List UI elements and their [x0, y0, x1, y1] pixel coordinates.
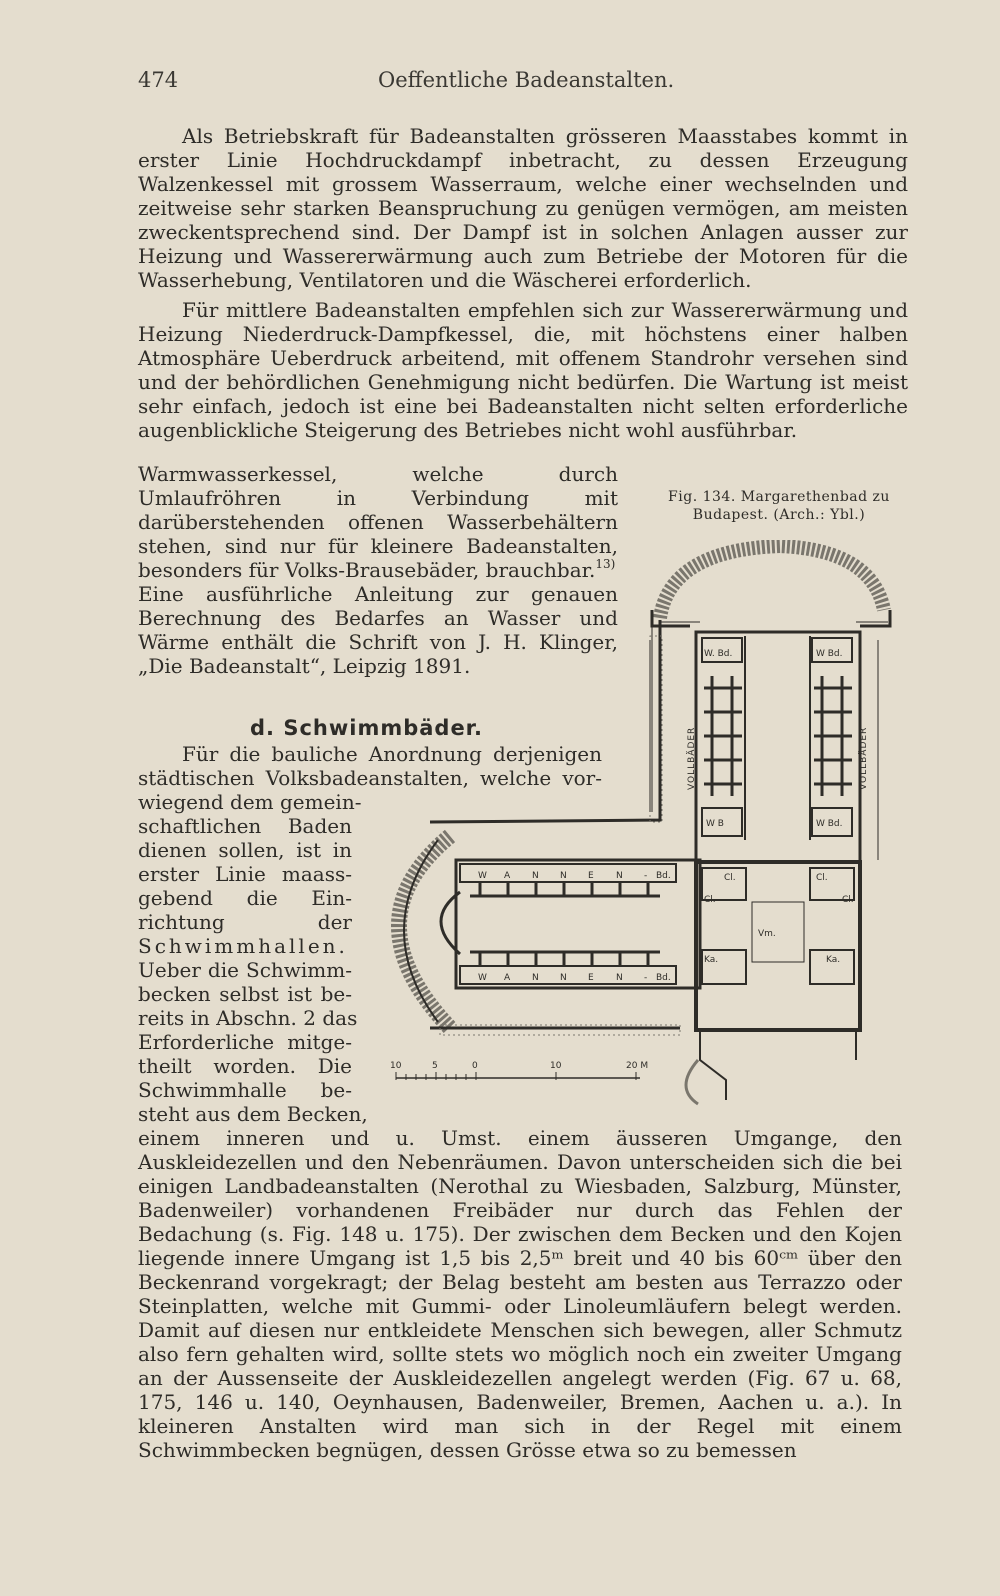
- text-line: dienen sollen, ist in: [138, 838, 352, 862]
- label-w-south: W: [478, 973, 487, 983]
- label-ka-west: Ka.: [704, 955, 719, 965]
- text-line: steht aus dem Becken,: [138, 1102, 368, 1126]
- north-arch: [652, 546, 890, 626]
- label-ka-east: Ka.: [826, 955, 841, 965]
- text-line: Erforderliche mitge-: [138, 1030, 352, 1054]
- text-line: wiegend dem gemein-: [138, 790, 362, 814]
- text-line: becken selbst ist be-: [138, 982, 352, 1006]
- page-number: 474: [138, 68, 179, 92]
- label-e-north: E: [588, 871, 594, 881]
- paragraph-klinger-reference: Eine ausführliche Anleitung zur genauen Berechnung des Bedarfes an Wasser und Wärme enthält die Schrift von J. H. Klinger, „Die Badeanstalt“, Leipzig 1891.: [138, 582, 618, 678]
- text-line: richtung der: [138, 910, 352, 934]
- text-line: Für die bauliche Anordnung derjenigen: [182, 742, 602, 766]
- figure-caption-line2: Budapest. (Arch.: Ybl.): [692, 507, 866, 523]
- scale-tick-10-left: 10: [390, 1061, 402, 1071]
- running-title: Oeffentliche Badeanstalten.: [378, 68, 675, 92]
- scale-tick-5: 5: [432, 1061, 438, 1071]
- label-dash-south: -: [644, 973, 648, 983]
- text-line: theilt worden. Die: [138, 1054, 352, 1078]
- paragraph-low-pressure-boilers: Für mittlere Badeanstalten empfehlen sich zur Wassererwärmung und Heizung Niederdruck-Dampfkessel, die, mit höchstens einer halben Atmosphäre Ueberdruck arbeitend, mit offenem Standrohr versehen sind und der behördlichen Genehmigung nicht bedürfen. Die Wartung ist meist sehr einfach, jedoch ist eine bei Badeanstalten nicht selten erforderliche augenblickliche Steigerung des Betriebes nicht wohl ausführbar.: [138, 298, 908, 442]
- label-w-bd-nw: W. Bd.: [704, 649, 733, 659]
- west-gallery: [430, 620, 662, 822]
- label-w-bd-se: W Bd.: [816, 819, 843, 829]
- label-vollbaeder-east: VOLLBÄDER: [859, 726, 869, 790]
- label-vollbaeder-west: VOLLBÄDER: [687, 726, 697, 790]
- label-bd-north: Bd.: [656, 871, 671, 881]
- label-dash-north: -: [644, 871, 648, 881]
- figure-caption-line1: Fig. 134. Margarethenbad zu: [668, 489, 890, 505]
- text-line: Schwimmhalle be-: [138, 1078, 352, 1102]
- text-line: erster Linie maass-: [138, 862, 352, 886]
- paragraph-steam-power: Als Betriebskraft für Badeanstalten grösseren Maasstabes kommt in erster Linie Hochdruckdampf inbetracht, zu dessen Erzeugung Walzenkessel mit grossem Wasserraum, welche einer wechselnden und zeitweise sehr starken Beanspruchung zu genügen vermögen, am meisten zweckentsprechend sind. Der Dampf ist in solchen Anlagen ausser zur Heizung und Wassererwärmung auch zum Betriebe der Motoren für die Wasserhebung, Ventilatoren und die Wäscherei erforderlich.: [138, 124, 908, 292]
- text-line: schaftlichen Baden: [138, 814, 352, 838]
- label-n-north: N: [532, 871, 539, 881]
- label-n3-north: N: [616, 871, 623, 881]
- text-line: Schwimmhallen.: [138, 934, 348, 958]
- label-bd-south: Bd.: [656, 973, 671, 983]
- scale-tick-10: 10: [550, 1061, 562, 1071]
- label-cl-2: Cl.: [816, 873, 828, 883]
- label-w-north: W: [478, 871, 487, 881]
- text-line: städtischen Volksbadeanstalten, welche vor-: [138, 766, 602, 790]
- label-cl-3: Cl.: [704, 895, 716, 905]
- label-a-north: A: [504, 871, 511, 881]
- label-a-south: A: [504, 973, 511, 983]
- label-vm: Vm.: [758, 929, 776, 939]
- floor-plan-figure: [360, 540, 912, 1120]
- paragraph-continuation: einem inneren und u. Umst. einem äusseren Umgange, den Auskleidezellen und den Nebenräumen. Davon unterscheiden sich die bei einigen Landbadeanstalten (Nerothal zu Wiesbaden, Salzburg, Münster, Badenweiler) vorhandenen Freibäder nur durch das Fehlen der Bedachung (s. Fig. 148 u. 175). Der zwischen dem Becken und den Kojen liegende innere Umgang ist 1,5 bis 2,5ᵐ breit und 40 bis 60ᶜᵐ über den Beckenrand vorgekragt; der Belag besteht am besten aus Terrazzo oder Steinplatten, welche mit Gummi- oder Linoleumläufern belegt werden. Damit auf diesen nur entkleidete Menschen sich bewegen, aller Schmutz also fern gehalten wird, sollte stets wo möglich noch ein zweiter Umgang an der Aussenseite der Auskleidezellen angelegt werden (Fig. 67 u. 68, 175, 146 u. 140, Oeynhausen, Badenweiler, Bremen, Aachen u. a.). In kleineren Anstalten wird man sich in der Regel mit einem Schwimmbecken begnügen, dessen Grösse etwa so zu bemessen: [138, 1126, 902, 1462]
- section-heading: d. Schwimmbäder.: [250, 716, 484, 740]
- label-cl-1: Cl.: [724, 873, 736, 883]
- label-w-b-sw: W B: [706, 819, 724, 829]
- text-line: gebend die Ein-: [138, 886, 352, 910]
- text-line: reits in Abschn. 2 das: [138, 1006, 358, 1030]
- west-apse: [399, 836, 680, 1035]
- label-w-bd-ne: W Bd.: [816, 649, 843, 659]
- east-wing: [650, 632, 878, 862]
- scale-tick-20m: 20 M: [626, 1061, 649, 1071]
- label-n2-south: N: [560, 973, 567, 983]
- scale-bar: [390, 1061, 648, 1080]
- label-n-south: N: [532, 973, 539, 983]
- label-n3-south: N: [616, 973, 623, 983]
- paragraph-hot-water-text: Warmwasserkessel, welche durch Umlaufröhren in Verbindung mit darüberstehenden offenen Wasserbehältern stehen, sind nur für kleinere Badeanstalten, besonders für Volks-Brausebäder, brauchbar.: [138, 462, 618, 582]
- label-cl-4: Cl.: [842, 895, 854, 905]
- label-n2-north: N: [560, 871, 567, 881]
- label-e-south: E: [588, 973, 594, 983]
- text-line: Ueber die Schwimm-: [138, 958, 352, 982]
- scale-tick-0: 0: [472, 1061, 478, 1071]
- footnote-marker: 13): [595, 557, 616, 571]
